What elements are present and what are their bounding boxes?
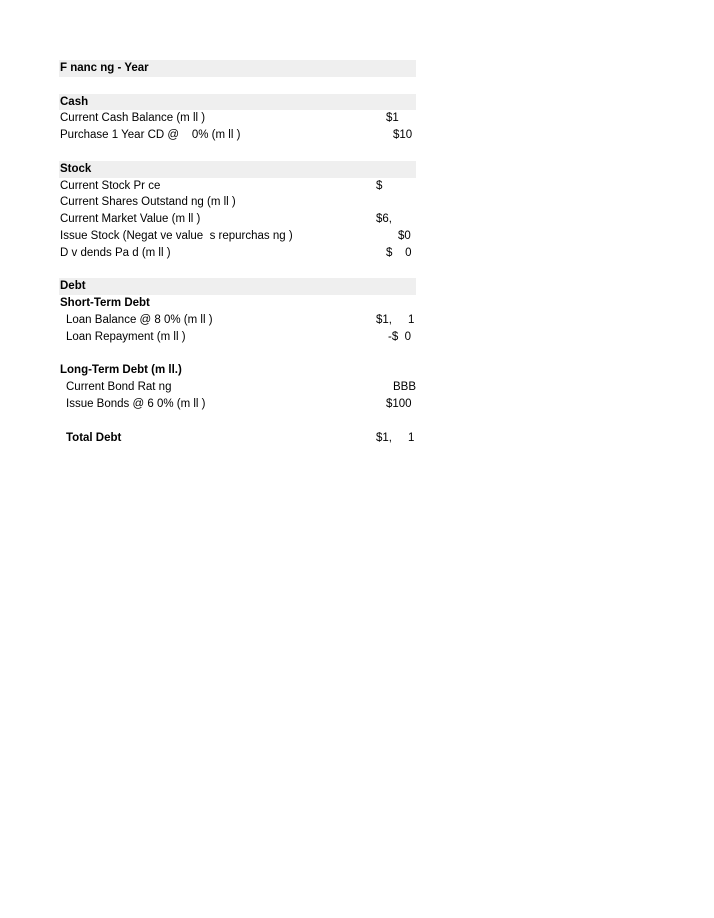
long-term-header: Long-Term Debt (m ll.) <box>60 364 182 377</box>
market-value-row <box>59 211 416 228</box>
spacer-row <box>59 413 416 430</box>
financing-sheet <box>59 60 416 446</box>
loan-balance-label: Loan Balance @ 8 0% (m ll ) <box>66 313 213 326</box>
issue-bonds-value[interactable]: $100 <box>386 397 412 410</box>
total-debt-label: Total Debt <box>66 431 122 444</box>
issue-stock-value[interactable]: $0 <box>398 229 411 242</box>
dividends-value[interactable]: $ 0 <box>386 246 412 259</box>
cd-purchase-value[interactable]: $10 <box>393 129 413 142</box>
stock-price-value[interactable]: $ <box>376 179 383 192</box>
market-value-label: Current Market Value (m ll ) <box>60 213 201 226</box>
cash-balance-label: Current Cash Balance (m ll ) <box>60 112 206 125</box>
spacer-row <box>59 77 416 94</box>
cd-purchase-label: Purchase 1 Year CD @ 0% (m ll ) <box>60 129 241 142</box>
long-term-header-row <box>59 362 416 379</box>
loan-repayment-label: Loan Repayment (m ll ) <box>66 330 186 343</box>
issue-bonds-label: Issue Bonds @ 6 0% (m ll ) <box>66 397 206 410</box>
title-row <box>59 60 416 77</box>
market-value-value[interactable]: $6, <box>376 213 392 226</box>
shares-outstanding-label: Current Shares Outstand ng (m ll ) <box>60 196 236 209</box>
sheet-title: F nanc ng - Year <box>60 62 149 74</box>
total-debt-value[interactable]: $1, 1 <box>376 431 415 444</box>
stock-price-row <box>59 178 416 195</box>
stock-header-row <box>59 161 416 178</box>
cash-header: Cash <box>60 95 89 108</box>
debt-header: Debt <box>60 280 86 293</box>
stock-header: Stock <box>60 162 92 175</box>
spacer-row <box>59 144 416 161</box>
cd-purchase-row <box>59 127 416 144</box>
shares-outstanding-row <box>59 194 416 211</box>
bond-rating-label: Current Bond Rat ng <box>66 381 172 394</box>
issue-stock-label: Issue Stock (Negat ve value s repurchas ng ) <box>60 229 293 242</box>
issue-stock-row <box>59 228 416 245</box>
loan-repayment-row <box>59 329 416 346</box>
issue-bonds-row <box>59 396 416 413</box>
bond-rating-value[interactable]: BBB <box>393 381 417 394</box>
cash-balance-value[interactable]: $1 <box>386 112 399 125</box>
dividends-row <box>59 245 416 262</box>
short-term-header: Short-Term Debt <box>60 297 150 310</box>
dividends-label: D v dends Pa d (m ll ) <box>60 246 171 259</box>
loan-balance-row <box>59 312 416 329</box>
cash-balance-row <box>59 110 416 127</box>
loan-balance-value[interactable]: $1, 1 <box>376 313 415 326</box>
stock-price-label: Current Stock Pr ce <box>60 179 161 192</box>
total-debt-row <box>59 430 416 447</box>
bond-rating-row <box>59 379 416 396</box>
cash-header-row <box>59 94 416 111</box>
spacer-row <box>59 262 416 279</box>
loan-repayment-value[interactable]: -$ 0 <box>388 330 412 343</box>
debt-header-row <box>59 278 416 295</box>
spacer-row <box>59 346 416 363</box>
short-term-header-row <box>59 295 416 312</box>
